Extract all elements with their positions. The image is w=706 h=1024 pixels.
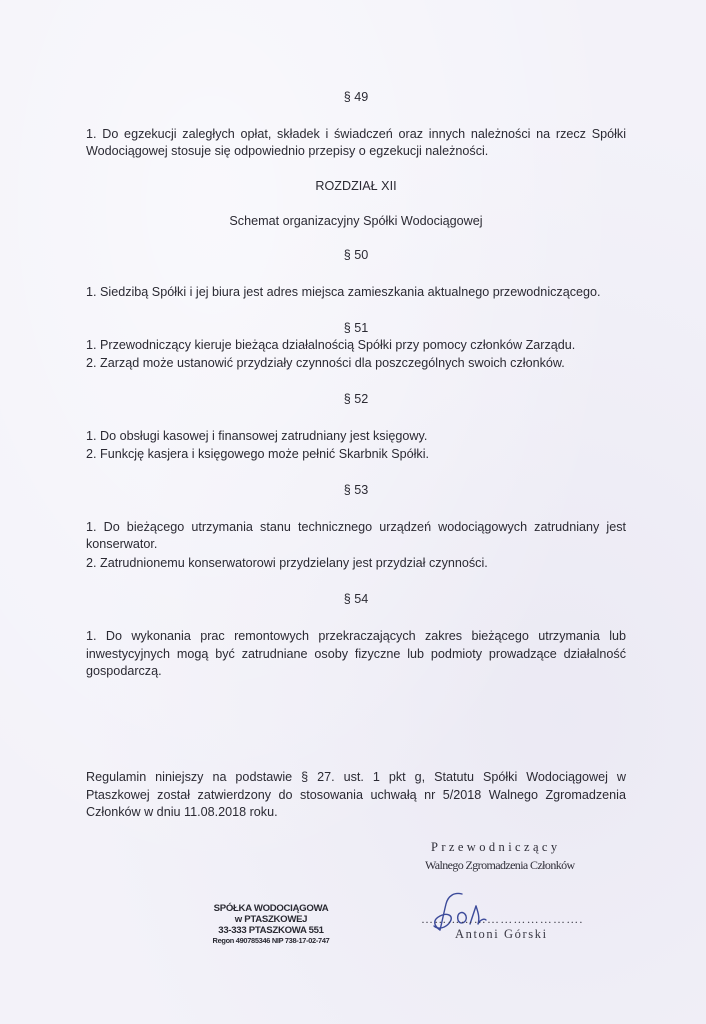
list-item-continuation: inwestycyjnych mogą być zatrudniane osoby fizyczne lub podmioty prowadzące działalność: [86, 647, 626, 661]
list-item: 1. Do wykonania prac remontowych przekraczających zakres bieżącego utrzymania lub: [86, 629, 626, 643]
signatory-subtitle: Walnego Zgromadzenia Członków: [425, 858, 575, 872]
list-item-continuation: gospodarczą.: [86, 664, 162, 678]
stamp-address: 33-333 PTASZKOWA 551: [218, 925, 324, 936]
chapter-title: Schemat organizacyjny Spółki Wodociągowej: [229, 214, 483, 228]
closing-line: Członków w dniu 11.08.2018 roku.: [86, 805, 278, 819]
section-heading-50: § 50: [343, 248, 369, 262]
closing-line: Regulamin niniejszy na podstawie § 27. ust. 1 pkt g, Statutu Spółki Wodociągowej w: [86, 770, 626, 784]
section-heading-49: § 49: [343, 90, 369, 104]
section-heading-53: § 53: [343, 483, 369, 497]
signature-line: ……………………………….: [421, 912, 584, 926]
stamp-registry-numbers: Regon 490785346 NIP 738-17-02-747: [212, 936, 330, 945]
list-item: 1. Do bieżącego utrzymania stanu technicznego urządzeń wodociągowych zatrudniany jest: [86, 520, 626, 534]
list-item: 1. Siedzibą Spółki i jej biura jest adres miejsca zamieszkania aktualnego przewodniczącego.: [86, 285, 601, 299]
section-heading-52: § 52: [343, 392, 369, 406]
closing-line: Ptaszkowej został zatwierdzony do stosowania uchwałą nr 5/2018 Walnego Zgromadzenia: [86, 788, 626, 802]
signatory-name: Antoni Górski: [455, 927, 548, 941]
list-item-continuation: konserwator.: [86, 537, 158, 551]
signatory-title: Przewodniczący: [431, 840, 561, 854]
paragraph-line: 1. Do egzekucji zaległych opłat, składek i świadczeń oraz innych należności na rzecz Spółki: [86, 127, 626, 141]
stamp-location: w PTASZKOWEJ: [234, 914, 308, 925]
section-heading-54: § 54: [343, 592, 369, 606]
list-item: 2. Funkcję kasjera i księgowego może pełnić Skarbnik Spółki.: [86, 447, 429, 461]
list-item: 2. Zatrudnionemu konserwatorowi przydzielany jest przydział czynności.: [86, 556, 488, 570]
paragraph-line: Wodociągowej stosuje się odpowiednio przepisy o egzekucji należności.: [86, 144, 489, 158]
company-stamp: [196, 903, 346, 946]
section-heading-51: § 51: [343, 321, 369, 335]
list-item: 1. Przewodniczący kieruje bieżąca działalnością Spółki przy pomocy członków Zarządu.: [86, 338, 576, 352]
list-item: 2. Zarząd może ustanowić przydziały czynności dla poszczególnych swoich członków.: [86, 356, 565, 370]
list-item: 1. Do obsługi kasowej i finansowej zatrudniany jest księgowy.: [86, 429, 428, 443]
chapter-label: ROZDZIAŁ XII: [315, 179, 397, 193]
stamp-company-name: SPÓŁKA WODOCIĄGOWA: [213, 903, 329, 914]
